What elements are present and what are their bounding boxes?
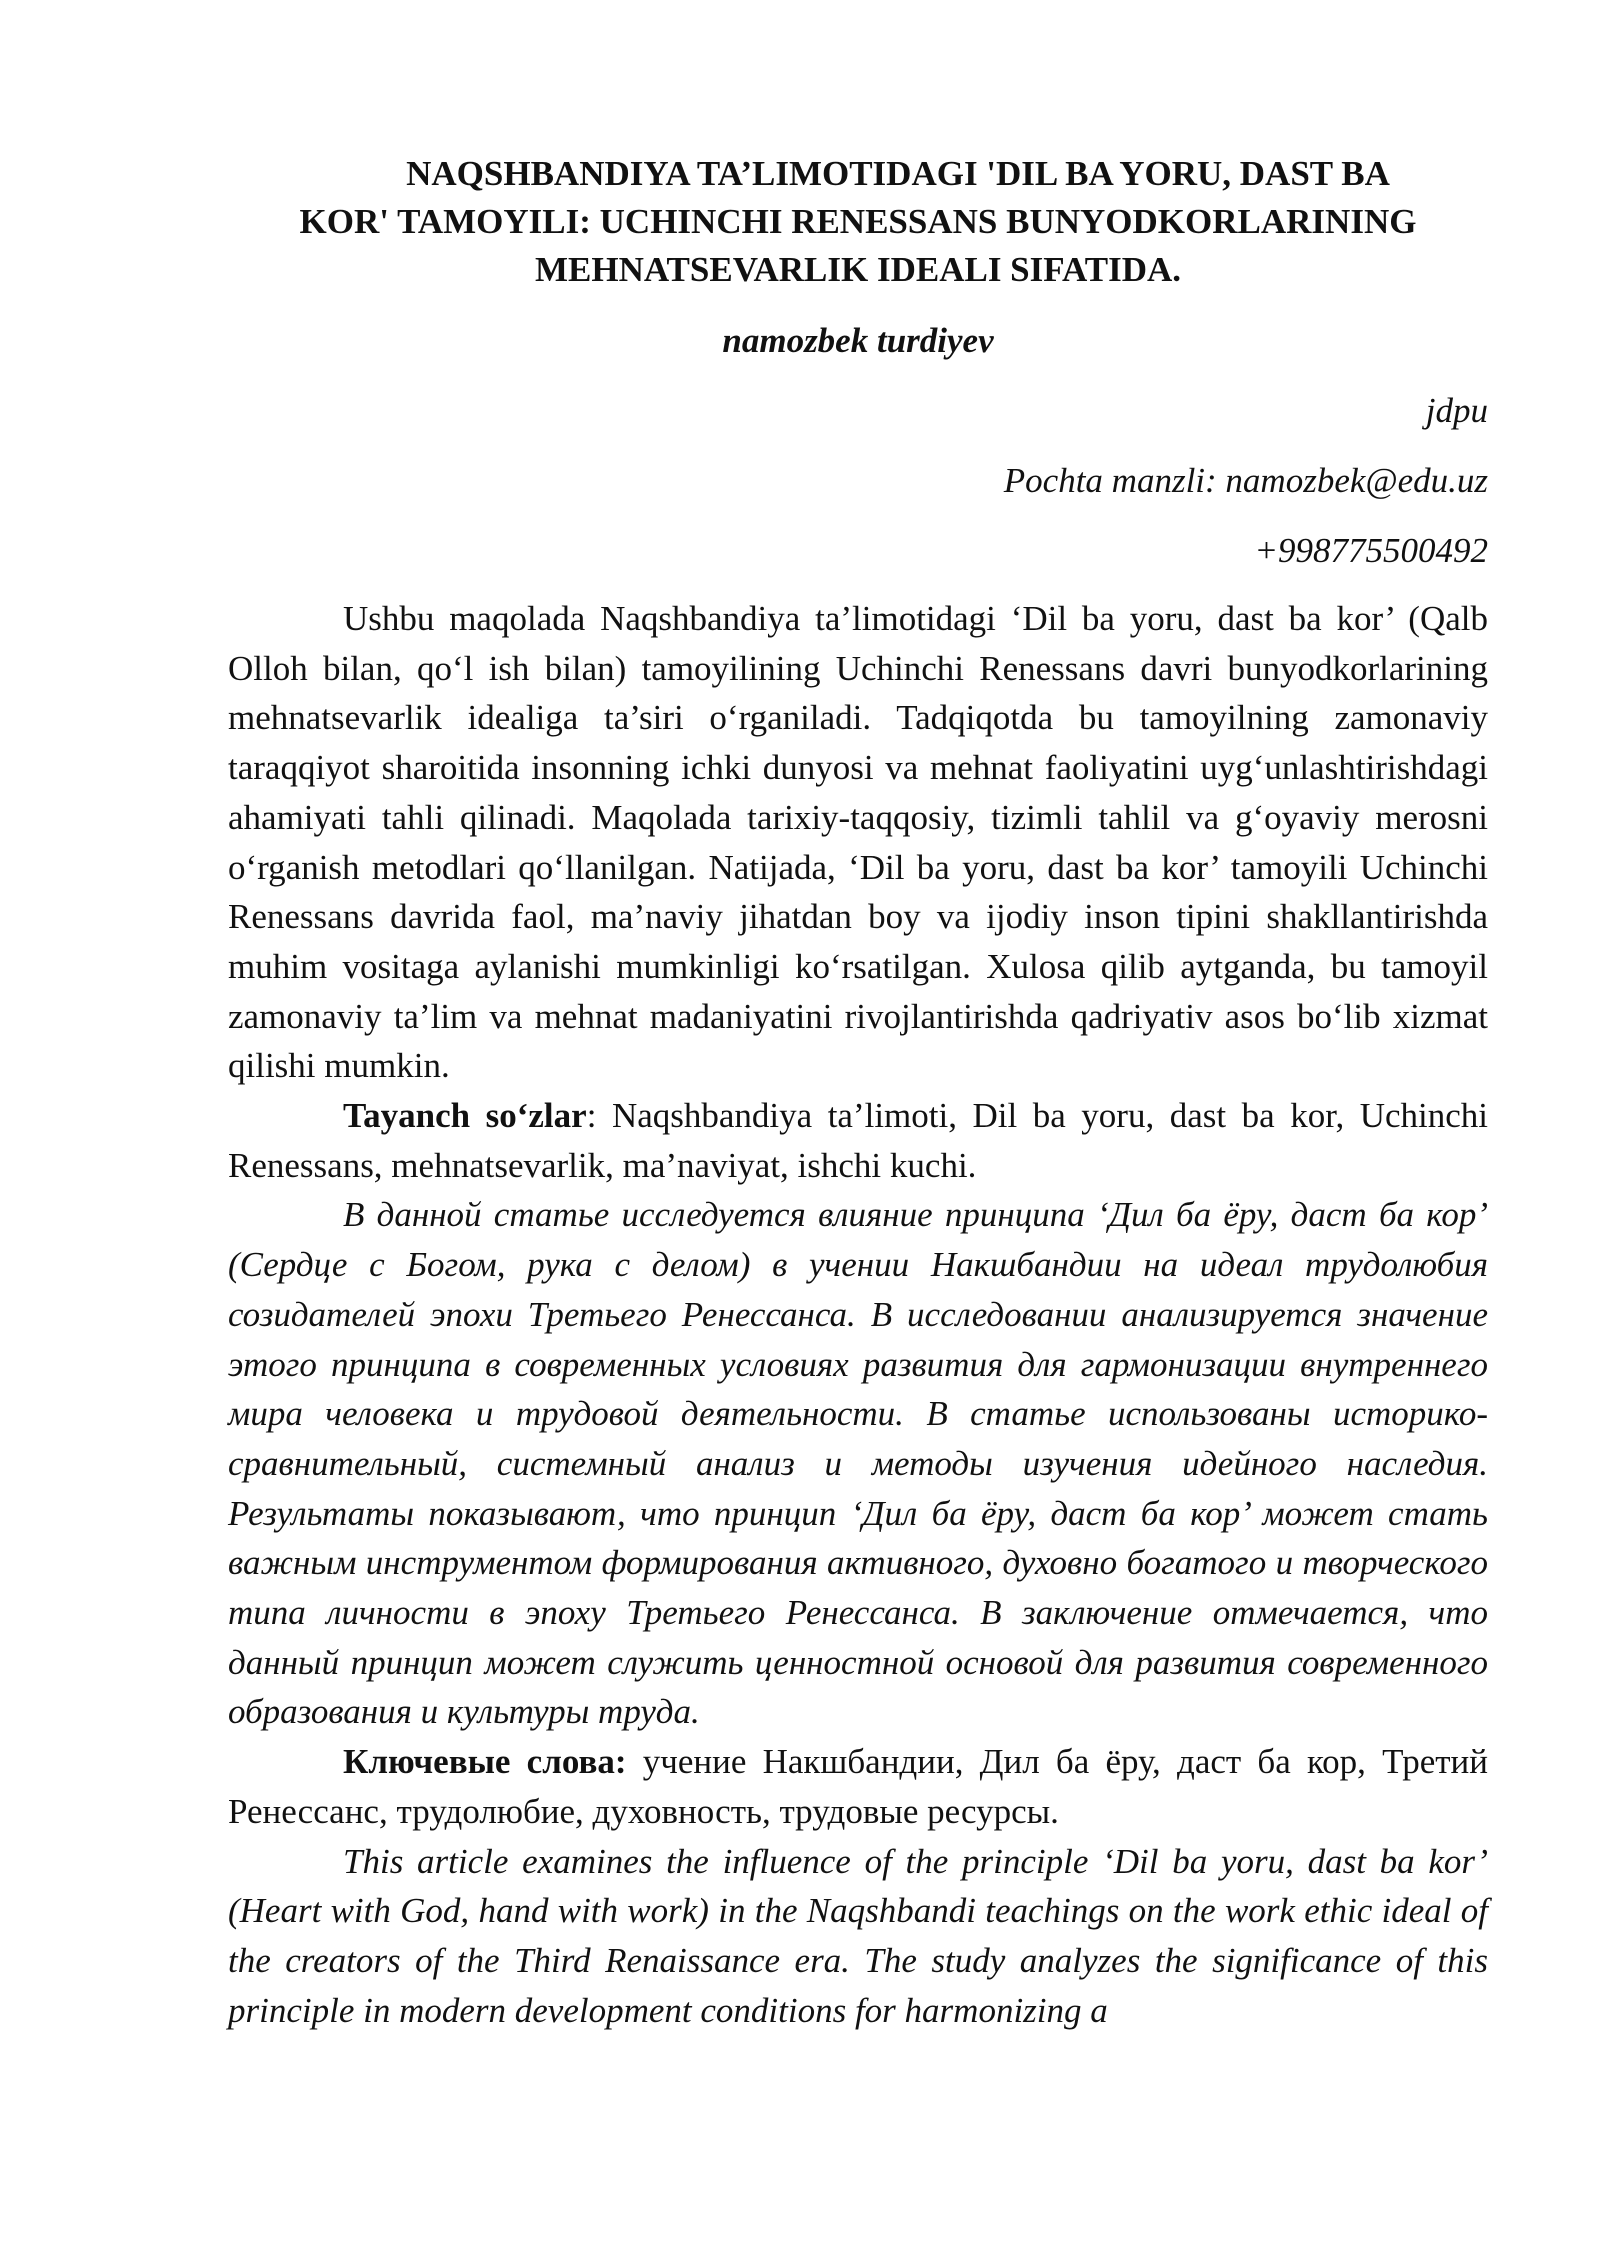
author-name: namozbek turdiyev bbox=[722, 321, 994, 360]
title-line-3: MEHNATSEVARLIK IDEALI SIFATIDA. bbox=[534, 250, 1181, 289]
title-line-1: NAQSHBANDIYA TA’LIMOTIDAGI 'DIL BA YORU, DAST BA bbox=[406, 154, 1390, 193]
document-page bbox=[228, 150, 1488, 2035]
article-title bbox=[228, 150, 1488, 294]
keywords-russian bbox=[228, 1737, 1488, 1836]
phone-number: +998775500492 bbox=[1254, 531, 1488, 570]
abstract-english: This article examines the influence of the principle ‘Dil ba yoru, dast ba kor’ (Heart with God, hand with work) in the Naqshbandi teachings on the work ethic ideal of the creators of the Third Renaissance era. The study analyzes the significance of this principle in modern development conditions for harmonizing a bbox=[228, 1841, 1488, 2030]
keywords-uzbek bbox=[228, 1091, 1488, 1190]
email-line: Pochta manzli: namozbek@edu.uz bbox=[1003, 461, 1488, 500]
keywords-russian-text: учение Накшбандии, Дил ба ёру, даст ба кор, Третий Ренессанс, трудолюбие, духовность, трудовые ресурсы. bbox=[228, 1742, 1488, 1831]
title-line-2: KOR' TAMOYILI: UCHINCHI RENESSANS BUNYODKORLARINING bbox=[299, 202, 1417, 241]
affiliation: jdpu bbox=[1425, 391, 1488, 430]
keywords-uzbek-label: Tayanch so‘zlar bbox=[343, 1096, 587, 1136]
abstract-russian: В данной статье исследуется влияние принципа ‘Дил ба ёру, даст ба кор’ (Сердце с Богом, рука с делом) в учении Накшбандии на идеал трудолюбия созидателей эпохи Третьего Ренессанса. В исследовании анализируется значение этого принципа в современных условиях развития для гармонизации внутреннего мира человека и трудовой деятельности. В статье использованы историко-сравнительный, системный анализ и методы изучения идейного наследия. Результаты показывают, что принцип ‘Дил ба ёру, даст ба кор’ может стать важным инструментом формирования активного, духовно богатого и творческого типа личности в эпоху Третьего Ренессанса. В заключение отмечается, что данный принцип может служить ценностной основой для развития современного образования и культуры труда. bbox=[228, 1195, 1488, 1732]
keywords-russian-label: Ключевые слова: bbox=[343, 1742, 627, 1782]
keywords-uzbek-text: : Naqshbandiya ta’limoti, Dil ba yoru, dast ba kor, Uchinchi Renessans, mehnatsevarlik, ma’naviyat, ishchi kuchi. bbox=[228, 1096, 1489, 1185]
abstract-uzbek: Ushbu maqolada Naqshbandiya ta’limotidagi ‘Dil ba yoru, dast ba kor’ (Qalb Olloh bilan, qo‘l ish bilan) tamoyilining Uchinchi Renessans davri bunyodkorlarining mehnatsevarlik idealiga ta’siri o‘rganiladi. Tadqiqotda bu tamoyilning zamonaviy taraqqiyot sharoitida insonning ichki dunyosi va mehnat faoliyatini uyg‘unlashtirishdagi ahamiyati tahli qilinadi. Maqolada tarixiy-taqqosiy, tizimli tahlil va g‘oyaviy merosni o‘rganish metodlari qo‘llanilgan. Natijada, ‘Dil ba yoru, dast ba kor’ tamoyili Uchinchi Renessans davrida faol, ma’naviy jihatdan boy va ijodiy inson tipini shakllantirishda muhim vositaga aylanishi mumkinligi ko‘rsatilgan. Xulosa qilib aytganda, bu tamoyil zamonaviy ta’lim va mehnat madaniyatini rivojlantirishda qadriyativ asos bo‘lib xizmat qilishi mumkin. bbox=[228, 599, 1488, 1086]
